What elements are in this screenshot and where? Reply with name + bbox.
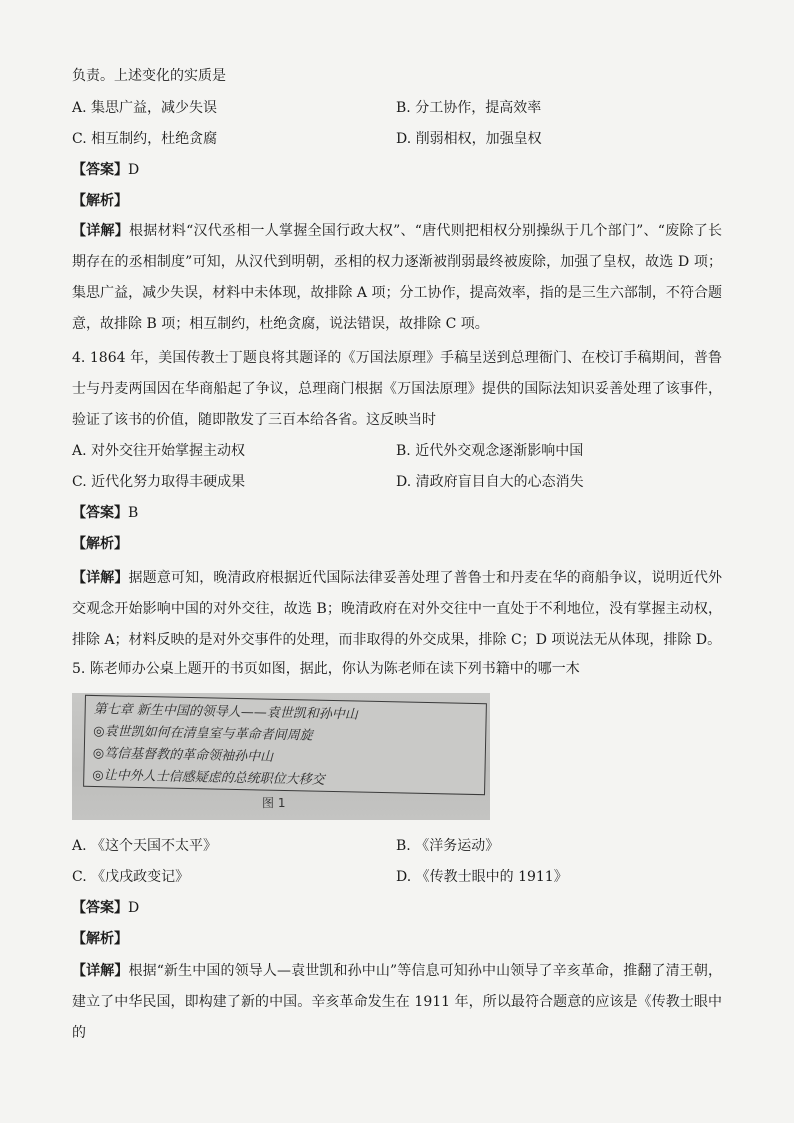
figure-line: ◎袁世凯如何在清皇室与革命者间周旋 [93,723,313,744]
answer-tag: 【答案】 [72,505,128,521]
detail-tag: 【详解】 [72,963,129,979]
detail-text: 根据“新生中国的领导人—袁世凯和孙中山”等信息可知孙中山领导了辛亥革命，推翻了清王朝，建立了中华民国，即构建了新的中国。辛亥革命发生在 1911 年，所以最符合题意的应该是《传教士眼中的 [72,963,723,1041]
q4-analysis-tag: 【解析】 [72,536,128,552]
figure-border [83,695,487,795]
answer-value: B [128,505,139,521]
q5-analysis-tag: 【解析】 [72,931,128,947]
detail-tag: 【详解】 [72,570,129,586]
q4-option-a: A. 对外交往开始掌握主动权 [72,443,246,459]
q5-option-a: A. 《这个天国不太平》 [72,838,218,854]
q5-option-d: D. 《传教士眼中的 1911》 [396,869,568,885]
answer-value: D [128,162,140,178]
figure-line: ◎让中外人士信感疑虑的总统职位大移交 [92,767,325,788]
q3-tail: 负责。上述变化的实质是 [72,68,226,84]
q5-detail [72,956,722,1049]
q5-option-c: C. 《戊戌政变记》 [72,869,190,885]
answer-tag: 【答案】 [72,900,128,916]
answer-tag: 【答案】 [72,162,128,178]
q3-option-b: B. 分工协作，提高效率 [396,100,542,116]
q4-option-c: C. 近代化努力取得丰硬成果 [72,474,246,490]
q3-detail [72,216,722,340]
q4-detail [72,563,722,656]
q5-answer [72,898,732,918]
figure-line: ◎笃信基督教的革命领袖孙中山 [92,745,274,765]
q4-option-b: B. 近代外交观念逐渐影响中国 [396,443,584,459]
detail-tag: 【详解】 [72,223,130,239]
q4-stem: 4. 1864 年，美国传教士丁题良将其题译的《万国法原理》手稿呈送到总理衙门、在校订手稿期间，普鲁士与丹麦两国因在华商船起了争议，总理商门根据《万国法原理》提供的国际法知识妥善处理了该事件，验证了该书的价值，随即散发了三百本给各省。这反映当时 [72,350,722,428]
q3-analysis-tag: 【解析】 [72,193,128,209]
detail-text: 据题意可知，晚清政府根据近代国际法律妥善处理了普鲁士和丹麦在华的商船争议，说明近代外交观念开始影响中国的对外交往，故选 B；晚清政府在对外交往中一直处于不利地位，没有掌握主动权，排除 A；材料反映的是对外交事件的处理，而非取得的外交成果，排除 C；D 项说法无从体现，排除 D。 [72,570,723,648]
q4-answer [72,503,732,523]
q3-answer [72,160,732,180]
q5-stem: 5. 陈老师办公桌上题开的书页如图，据此，你认为陈老师在读下列书籍中的哪一木 [72,661,580,677]
q4-option-d: D. 清政府盲目自大的心态消失 [396,474,584,490]
figure-caption: 图 1 [262,796,286,810]
answer-value: D [128,900,140,916]
figure-line: 第七章 新生中国的领导人——袁世凯和孙中山 [93,701,358,723]
q3-option-c: C. 相互制约，杜绝贪腐 [72,131,218,147]
q3-option-d: D. 削弱相权，加强皇权 [396,131,542,147]
q5-option-b: B. 《洋务运动》 [396,838,500,854]
book-page-figure [72,693,490,820]
detail-text: 根据材料“汉代丞相一人掌握全国行政大权”、“唐代则把相权分别操纵于几个部门”、“废除了长期存在的丞相制度”可知，从汉代到明朝，丞相的权力逐渐被削弱最终被废除，加强了皇权，故选 D 项；集思广益，减少失误，材料中未体现，故排除 A 项；分工协作，提高效率，指的是三生六部制，不符合题意，故排除 B 项；相互制约，杜绝贪腐，说法错误，故排除 C 项。 [72,223,722,332]
q3-option-a: A. 集思广益，减少失误 [72,100,218,116]
